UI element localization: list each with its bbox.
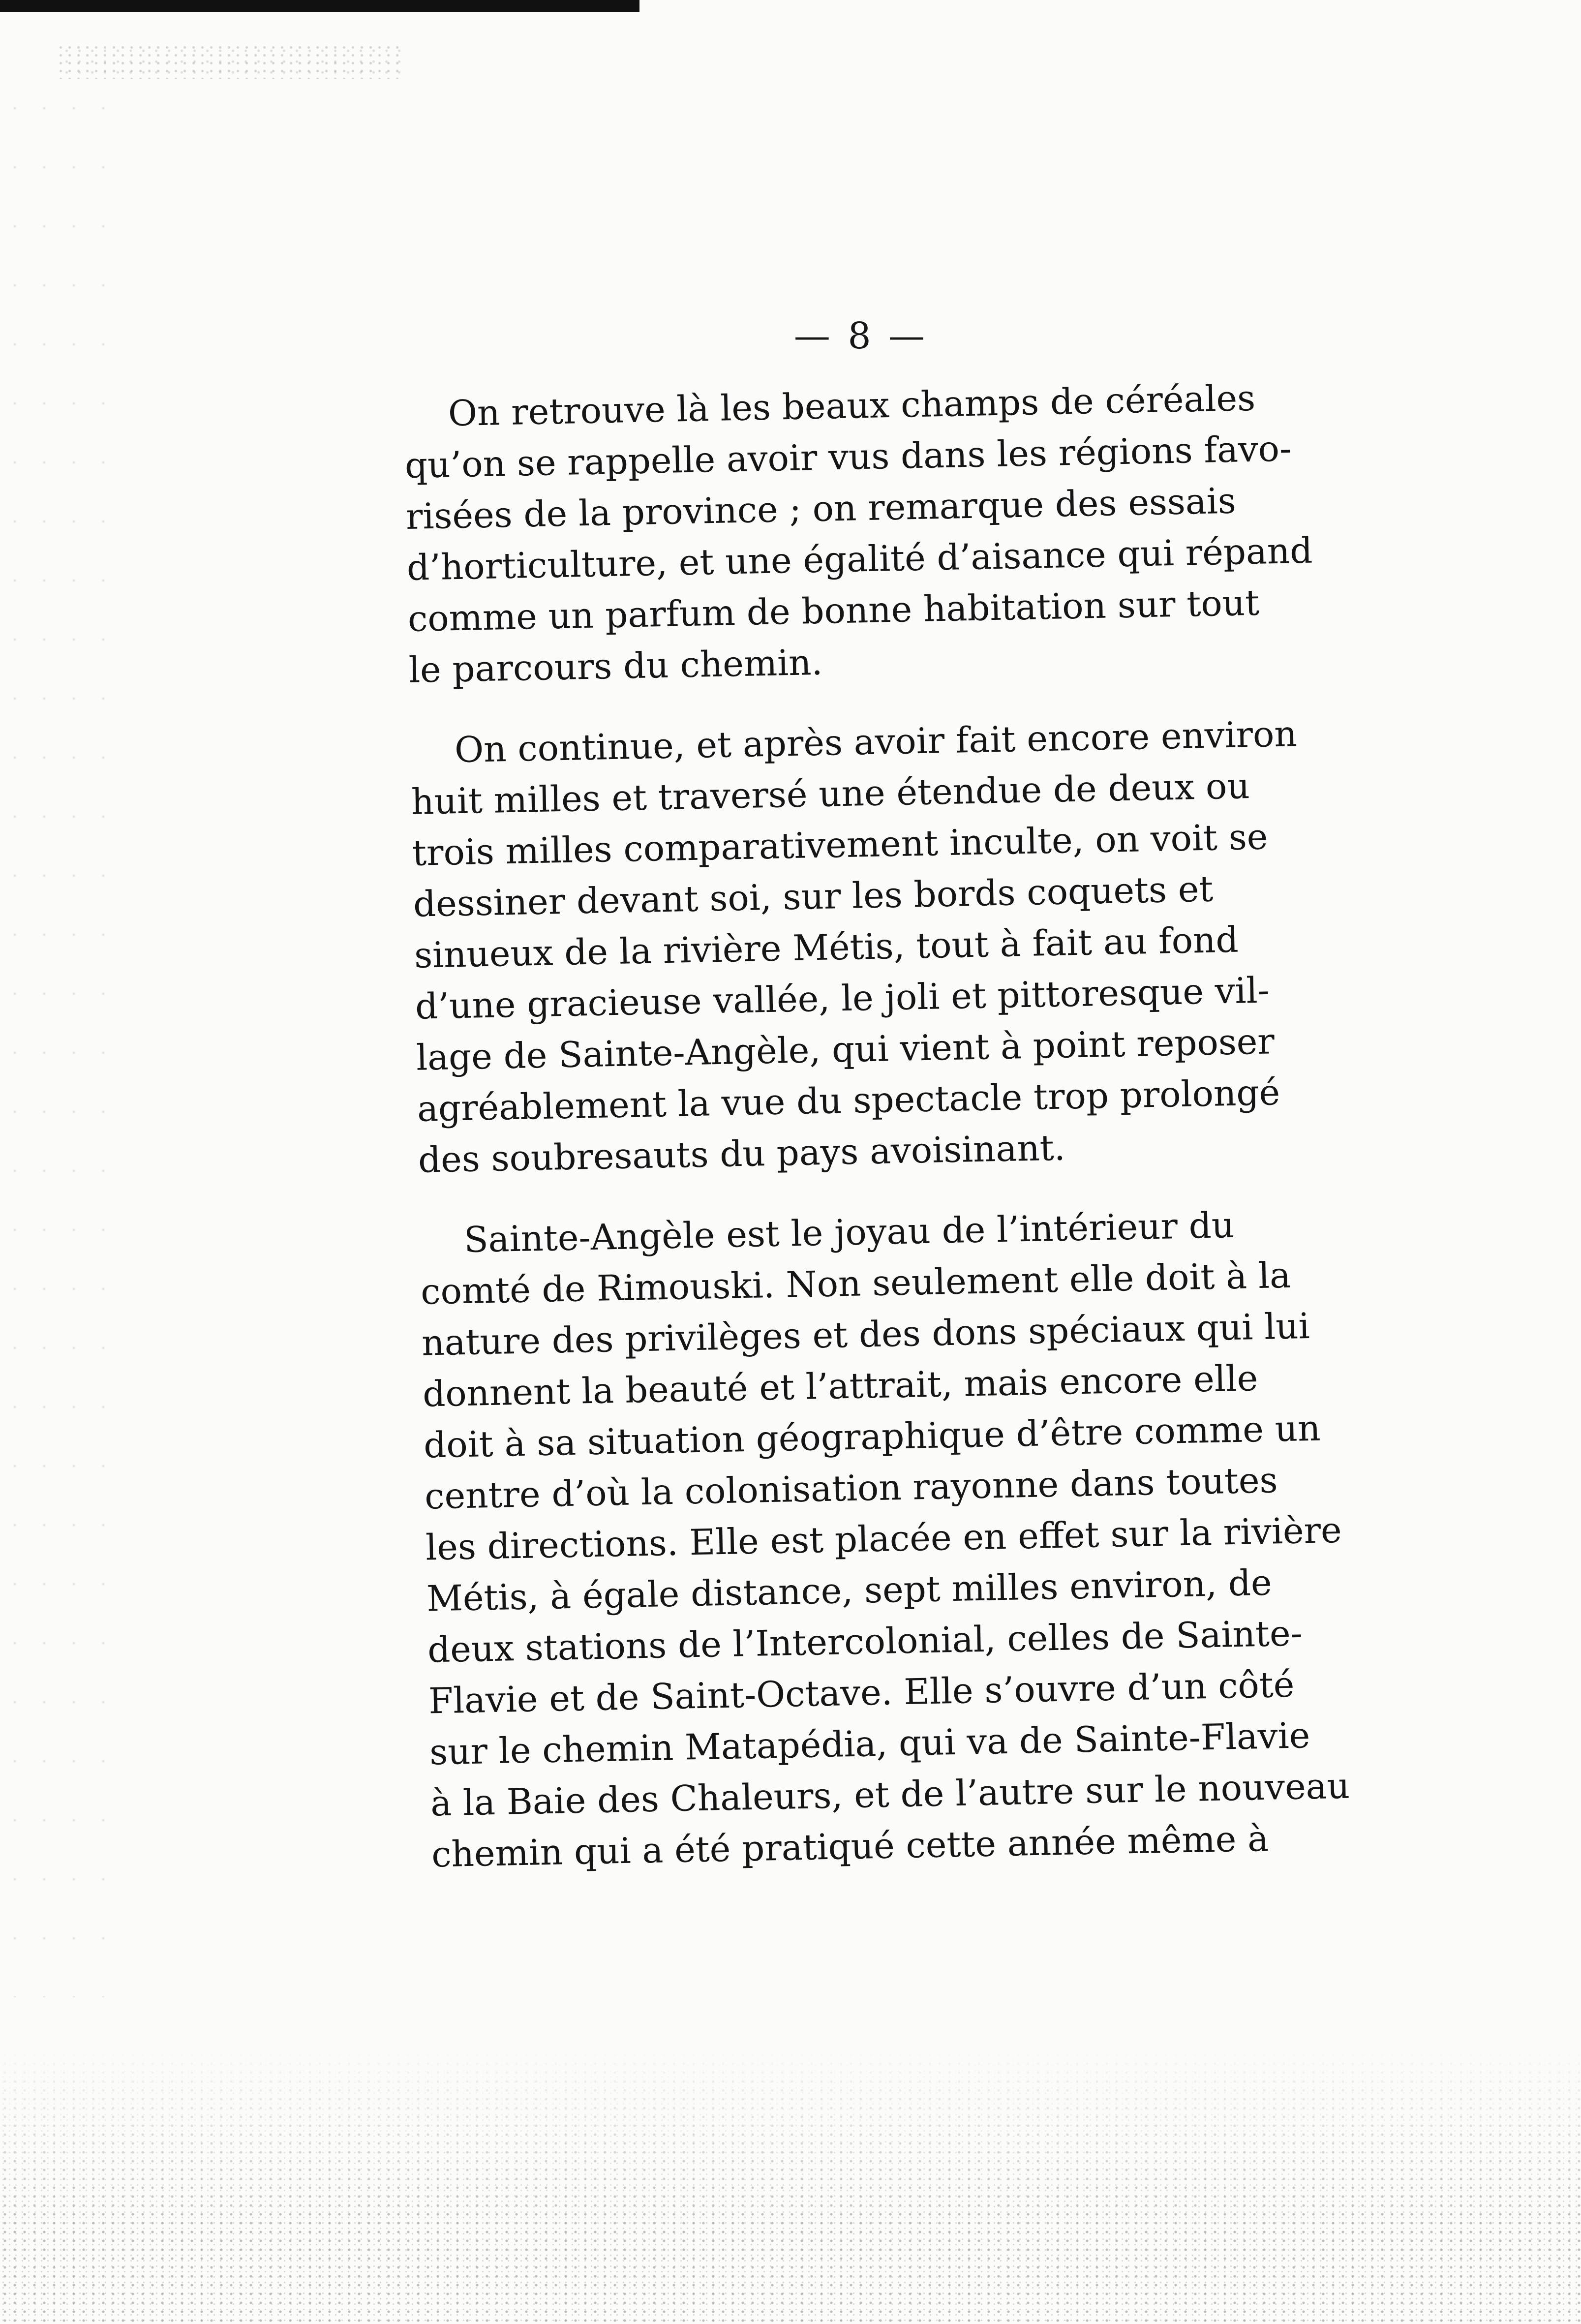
text-line: Flavie et de Saint-Octave. Elle s’ouvre d’un côté — [428, 1663, 1295, 1722]
text-line: huit milles et traversé une étendue de deux ou — [411, 765, 1250, 823]
text-line: donnent la beauté et l’attrait, mais encore elle — [422, 1357, 1259, 1415]
text-line: risées de la province ; on remarque des essais — [405, 480, 1237, 537]
text-line: lage de Sainte-Angèle, qui vient à point reposer — [416, 1020, 1275, 1078]
paragraph-1 — [403, 370, 1383, 696]
text-line: des soubresauts du pays avoisinant. — [418, 1127, 1066, 1181]
text-line: comme un parfum de bonne habitation sur tout — [407, 581, 1260, 640]
scan-noise-top — [59, 44, 403, 79]
text-line: chemin qui a été pratiqué cette année même à — [431, 1817, 1269, 1875]
paragraph-3 — [419, 1196, 1406, 1880]
text-line: doit à sa situation géographique d’être comme un — [423, 1407, 1321, 1466]
scan-noise-left — [0, 79, 128, 1997]
text-line: deux stations de l’Intercolonial, celles de Sainte- — [427, 1612, 1303, 1671]
page-number: — 8 — — [793, 315, 928, 357]
top-border-rule — [0, 0, 639, 12]
text-line: agréablement la vue du spectacle trop prolongé — [417, 1071, 1280, 1130]
text-line: sur le chemin Matapédia, qui va de Sainte-Flavie — [429, 1714, 1310, 1773]
text-line: Sainte-Angèle est le joyau de l’intérieur du — [463, 1204, 1235, 1260]
text-line: On continue, et après avoir fait encore environ — [454, 713, 1298, 771]
body-text — [403, 370, 1406, 1909]
text-line: d’une gracieuse vallée, le joli et pittoresque vil- — [415, 969, 1270, 1027]
text-line: sinueux de la rivière Métis, tout à fait au fond — [414, 918, 1239, 976]
scan-noise-bottom — [0, 2042, 1581, 2324]
text-line: à la Baie des Chaleurs, et de l’autre sur le nouveau — [430, 1765, 1350, 1824]
text-line: qu’on se rappelle avoir vus dans les régions favo- — [404, 428, 1292, 486]
text-line: comté de Rimouski. Non seulement elle doit à la — [420, 1254, 1291, 1313]
text-line: nature des privilèges et des dons spéciaux qui lui — [421, 1305, 1310, 1364]
text-line: d’horticulture, et une égalité d’aisance qui répand — [406, 529, 1313, 588]
text-line: On retrouve là les beaux champs de céréales — [448, 377, 1256, 434]
text-line: les directions. Elle est placée en effet sur la rivière — [425, 1509, 1342, 1568]
text-line: dessiner devant soi, sur les bords coquets et — [413, 868, 1214, 925]
text-line: trois milles comparativement inculte, on voit se — [412, 816, 1269, 874]
text-line: centre d’où la colonisation rayonne dans toutes — [424, 1459, 1278, 1517]
paragraph-2 — [410, 706, 1393, 1186]
text-line: le parcours du chemin. — [408, 641, 823, 691]
text-line: Métis, à égale distance, sept milles environ, de — [426, 1561, 1273, 1620]
